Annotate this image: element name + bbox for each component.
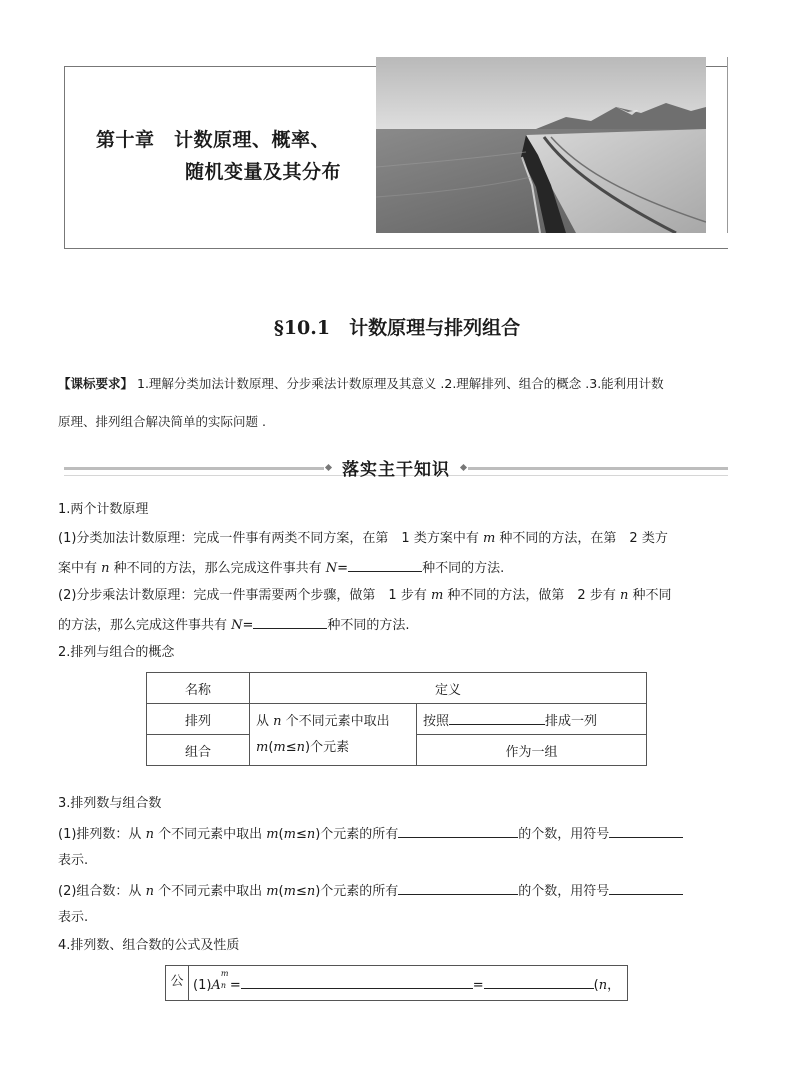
text: (1)排列数：从 — [58, 827, 146, 842]
answer-blank-permutation-symbol[interactable] — [609, 823, 683, 838]
leq-sign: ≤ — [295, 884, 307, 899]
paragraph-combination-count — [58, 880, 683, 902]
requirements-text-line2: 原理、排列组合解决简单的实际问题 . — [58, 414, 266, 429]
heading-formulas-properties: 4.排列数、组合数的公式及性质 — [58, 938, 240, 953]
paragraph-multiplication-principle-2 — [58, 614, 410, 636]
text: (1) — [193, 977, 212, 993]
equals: = — [242, 618, 254, 633]
answer-blank-order[interactable] — [449, 710, 545, 725]
section-banner — [64, 455, 728, 485]
var-m: m — [283, 827, 296, 842]
text: 的个数，用符号 — [518, 884, 610, 899]
paragraph-addition-principle-2 — [58, 557, 504, 579]
A-indices — [220, 968, 230, 990]
table-cell-permutation: 排列 — [147, 704, 250, 735]
text: ( — [268, 739, 274, 755]
table-cell-permutation-definition — [417, 704, 647, 735]
var-N: N — [325, 561, 338, 576]
requirements-text-line1: 1.理解分类加法计数原理、分步乘法计数原理及其意义 .2.理解排列、组合的概念 .3.能利用计数 — [133, 376, 664, 391]
answer-blank-multiplication[interactable] — [253, 614, 327, 629]
paragraph-permutation-count-end: 表示. — [58, 853, 89, 868]
var-m: m — [273, 739, 286, 755]
text: 种不同的方法. — [422, 561, 505, 576]
equals: = — [229, 977, 241, 993]
text: 个不同元素中取出 — [281, 713, 390, 729]
formula-label-cell: 公 — [166, 966, 189, 1001]
text: 按照 — [423, 713, 450, 729]
formula-table — [165, 965, 628, 1001]
var-m: m — [283, 884, 296, 899]
table-row — [147, 673, 647, 704]
table-row — [166, 966, 628, 1001]
section-title: §10.1 计数原理与排列组合 — [273, 317, 521, 339]
var-m: m — [266, 827, 279, 842]
text: 从 — [256, 713, 274, 729]
table-header-definition: 定义 — [250, 673, 647, 704]
coastline-photo-graphic — [376, 57, 706, 233]
text: )个元素 — [305, 739, 350, 755]
var-m: m — [430, 588, 444, 603]
chapter-title-line1: 第十章 计数原理、概率、 — [96, 129, 331, 151]
text: 的方法，那么完成这件事共有 — [58, 618, 232, 633]
banner-title: 落实主干知识 — [342, 460, 450, 480]
chapter-title-line2: 随机变量及其分布 — [185, 161, 342, 183]
concept-table — [146, 672, 647, 766]
formula-cell — [189, 966, 628, 1001]
var-m: m — [256, 739, 269, 755]
text: ( — [278, 827, 284, 842]
text: 种不同的方法，做第 2 步有 — [443, 588, 620, 603]
coastline-photo — [376, 57, 706, 233]
text: ， — [607, 977, 621, 993]
paragraph-combination-count-end: 表示. — [58, 910, 89, 925]
text: 种不同 — [628, 588, 672, 603]
requirements-label: 【课标要求】 — [58, 376, 134, 391]
superscript-m: m — [220, 968, 229, 978]
text: 种不同的方法，在第 2 类方 — [495, 531, 668, 546]
text: 个不同元素中取出 — [153, 884, 267, 899]
text: 种不同的方法，那么完成这件事共有 — [109, 561, 326, 576]
text: 个不同元素中取出 — [153, 827, 267, 842]
text: 排成一列 — [545, 713, 598, 729]
header-right-rule — [727, 57, 728, 233]
answer-blank-combination-all[interactable] — [398, 880, 518, 895]
subscript-n: n — [220, 980, 226, 990]
table-cell-combination-definition: 作为一组 — [417, 735, 647, 766]
var-A: A — [211, 977, 221, 993]
var-n: n — [619, 588, 629, 603]
equals: = — [337, 561, 349, 576]
text: (2)分步乘法计数原理：完成一件事需要两个步骤，做第 1 步有 — [58, 588, 431, 603]
chapter-title — [96, 124, 341, 188]
text: 种不同的方法. — [327, 618, 410, 633]
text: 的个数，用符号 — [518, 827, 610, 842]
table-cell-shared-definition — [250, 704, 417, 766]
table-row — [147, 704, 647, 735]
text: )个元素的所有 — [315, 827, 399, 842]
var-m: m — [482, 531, 496, 546]
text: (2)组合数：从 — [58, 884, 146, 899]
table-cell-combination: 组合 — [147, 735, 250, 766]
text: (1)分类加法计数原理：完成一件事有两类不同方案，在第 1 类方案中有 — [58, 531, 483, 546]
paragraph-addition-principle-1 — [58, 529, 668, 549]
heading-permutation-combination-concepts: 2.排列与组合的概念 — [58, 645, 175, 660]
text: )个元素的所有 — [315, 884, 399, 899]
answer-blank-addition[interactable] — [348, 557, 422, 572]
answer-blank-permutation-all[interactable] — [398, 823, 518, 838]
answer-blank-formula-1[interactable] — [241, 974, 473, 989]
var-n: n — [145, 884, 154, 899]
text: ( — [278, 884, 284, 899]
paragraph-multiplication-principle-1 — [58, 586, 671, 606]
var-m: m — [266, 884, 279, 899]
answer-blank-formula-2[interactable] — [484, 974, 594, 989]
answer-blank-combination-symbol[interactable] — [609, 880, 683, 895]
var-n: n — [306, 884, 316, 899]
paragraph-permutation-count — [58, 823, 683, 845]
var-n: n — [101, 561, 110, 576]
leq-sign: ≤ — [285, 739, 297, 755]
var-N: N — [231, 618, 243, 633]
var-n: n — [296, 739, 306, 755]
heading-counting-principles: 1.两个计数原理 — [58, 502, 149, 517]
heading-permutation-number: 3.排列数与组合数 — [58, 796, 162, 811]
text: ( — [593, 977, 599, 993]
var-n: n — [598, 977, 608, 993]
table-header-name: 名称 — [147, 673, 250, 704]
text: 案中有 — [58, 561, 102, 576]
var-n: n — [273, 713, 282, 729]
var-n: n — [145, 827, 154, 842]
curriculum-requirements — [58, 372, 738, 429]
leq-sign: ≤ — [295, 827, 307, 842]
var-n: n — [306, 827, 316, 842]
equals: = — [472, 977, 484, 993]
